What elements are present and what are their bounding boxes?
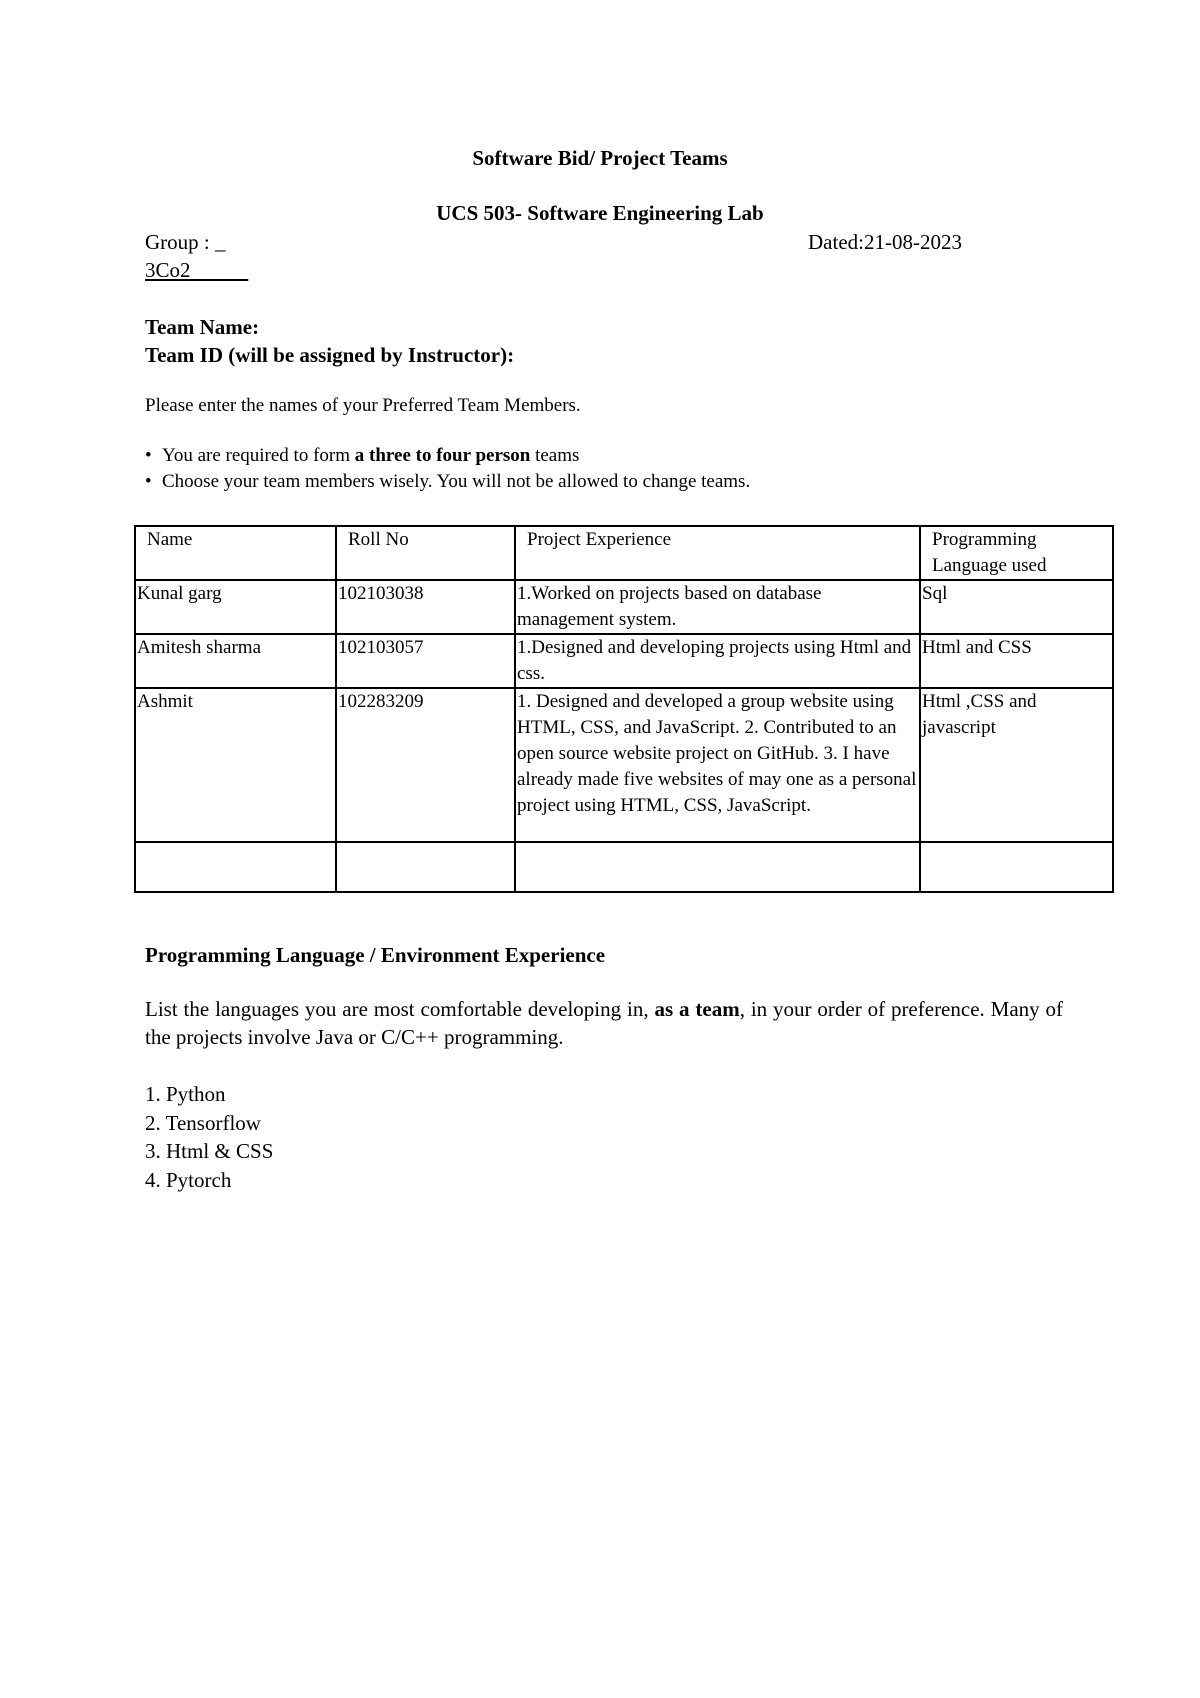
cell-project-experience: 1. Designed and developed a group website using HTML, CSS, and JavaScript. 2. Contributed to an open source website project on GitHub. 3. I have already made five websites of may one as a personal project using HTML, CSS, JavaScript. — [515, 688, 920, 842]
cell-project-experience — [515, 842, 920, 892]
languages-paragraph — [145, 995, 1063, 1051]
bullet-item — [145, 443, 750, 469]
cell-name: Kunal garg — [135, 580, 336, 634]
document-title: Software Bid/ Project Teams — [472, 146, 728, 170]
cell-name: Amitesh sharma — [135, 634, 336, 688]
cell-language: Html and CSS — [920, 634, 1113, 688]
paragraph-bold-text: as a team — [654, 997, 740, 1021]
list-item: 2. Tensorflow — [145, 1110, 261, 1135]
table-row — [135, 634, 1113, 688]
cell-roll-no: 102103038 — [336, 580, 515, 634]
cell-roll-no: 102283209 — [336, 688, 515, 842]
cell-language: Sql — [920, 580, 1113, 634]
team-name-label: Team Name: — [145, 315, 260, 339]
table-header-row — [135, 526, 1113, 580]
bullet-text: teams — [530, 445, 580, 466]
language-list — [145, 1080, 273, 1194]
cell-language — [920, 842, 1113, 892]
group-label: Group : _ — [145, 230, 226, 254]
table-row — [135, 842, 1113, 892]
cell-project-experience: 1.Designed and developing projects using Html and css. — [515, 634, 920, 688]
list-item: 3. Html & CSS — [145, 1139, 274, 1163]
header-name: Name — [135, 526, 336, 580]
instruction-bullets — [145, 443, 750, 495]
cell-roll-no: 102103057 — [336, 634, 515, 688]
team-id-label: Team ID (will be assigned by Instructor): — [145, 343, 515, 367]
cell-name: Ashmit — [135, 688, 336, 842]
cell-language: Html ,CSS and javascript — [920, 688, 1113, 842]
cell-roll-no — [336, 842, 515, 892]
cell-name — [135, 842, 336, 892]
cell-project-experience: 1.Worked on projects based on database management system. — [515, 580, 920, 634]
course-title: UCS 503- Software Engineering Lab — [436, 201, 764, 225]
paragraph-text: List the languages you are most comfortable developing in, — [145, 997, 655, 1021]
section-heading: Programming Language / Environment Experience — [145, 943, 606, 967]
bullet-text: You are required to form — [162, 445, 355, 466]
header-programming-language: Programming Language used — [920, 526, 1113, 580]
list-item: 1. Python — [145, 1082, 226, 1106]
dated-label: Dated:21-08-2023 — [808, 230, 962, 254]
list-item: 4. Pytorch — [145, 1167, 232, 1192]
instruction-text: Please enter the names of your Preferred Team Members. — [145, 395, 581, 416]
group-value — [145, 258, 248, 283]
paragraph-text: , in your order of preference. Many of the projects involve Java or C/C++ programming. — [145, 997, 1064, 1049]
bullet-bold-text: a three to four person — [354, 445, 531, 466]
table-row — [135, 688, 1113, 842]
team-members-table — [134, 525, 1114, 893]
table-row — [135, 580, 1113, 634]
header-roll-no: Roll No — [336, 526, 515, 580]
group-value-text: 3Co2 — [145, 258, 191, 282]
header-project-experience: Project Experience — [515, 526, 920, 580]
bullet-text: Choose your team members wisely. You will not be allowed to change teams. — [162, 471, 751, 492]
bullet-item — [145, 469, 750, 495]
